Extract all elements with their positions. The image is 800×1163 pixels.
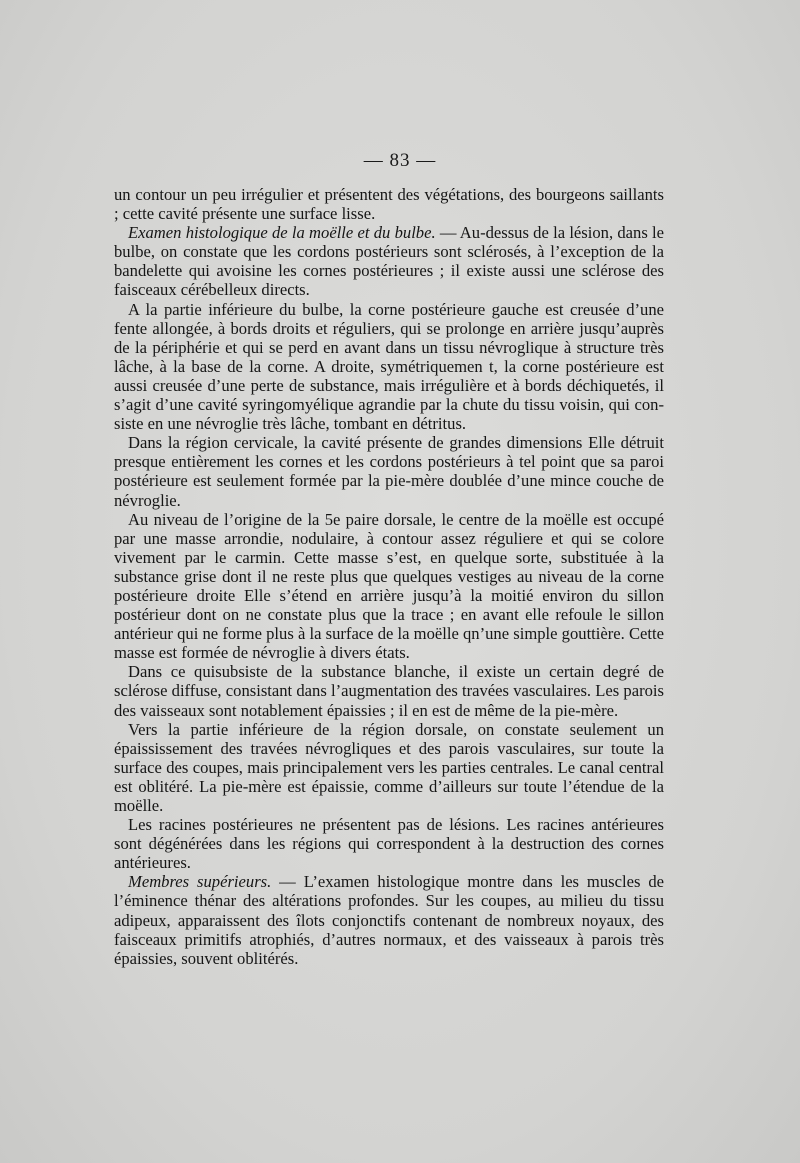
page-number: — 83 — (363, 150, 437, 171)
paragraph (114, 433, 664, 509)
paragraph (114, 720, 664, 815)
paragraph-text: un contour un peu irrégulier et présentent des végétations, des bourgeons saillants ; cette cavité présente une surface lisse. (114, 185, 664, 224)
paragraph-text: A la partie inférieure du bulbe, la corne postérieure gauche est creusée d’une fente allongée, à bords droits et réguliers, qui se prolonge en arrière jusqu’auprès de la périphérie et qui se perd en avant dans un tissu névroglique à structure très lâche, à la base de la corne. A droite, symétriquemen t, la corne postérieure est aussi creusée d’une perte de substance, mais irrégulière et à bords déchiquetés, il s’agit d’une cavité syringomyélique agrandie par la chute du tissu voisin, qui consiste en une névroglie très lâche, tombant en détritus. (114, 299, 664, 434)
paragraph (114, 510, 664, 663)
paragraph-text: Au niveau de l’origine de la 5e paire dorsale, le centre de la moëlle est occupé par une masse arrondie, nodulaire, à contour assez réguliere et qui se colore vivement par le carmin. Cette masse s’est, en quelque sorte, substituée à la substance grise dont il ne reste plus que quelques vestiges au niveau de la corne postérieure droite Elle s’étend en arrière jusqu’à la moitié environ du sillon postérieur dont on ne constate plus que la trace ; en avant elle refoule le sillon antérieur qui ne forme plus à la surface de la moëlle qn’une simple gouttière. Cette masse est formée de névroglie à divers états. (114, 509, 664, 663)
section-heading: Examen histologique de la moëlle et du bulbe. (128, 223, 436, 243)
body-text (114, 185, 664, 968)
paragraph (114, 223, 664, 299)
paragraph-text: — L’examen histologique montre dans les muscles de l’éminence thénar des altérations profondes. Sur les coupes, au milieu du tissu adipeux, apparaissent des îlots conjonctifs contenant de nombreux noyaux, des faisceaux primitifs atrophiés, d’autres normaux, et des vaisseaux à parois très épaissies, souvent oblitérés. (114, 872, 664, 968)
paragraph (114, 185, 664, 223)
paragraph-text: Vers la partie inférieure de la région dorsale, on constate seulement un épaississement des travées névrogliques et des parois vasculaires, sur toute la surface des coupes, mais principalement vers les parties centrales. Le canal central est oblitéré. La pie-mère est épaissie, comme d’ailleurs sur toute l’étendue de la moëlle. (114, 719, 664, 815)
paragraph (114, 300, 664, 434)
paragraph-text: Dans ce quisubsiste de la substance blanche, il existe un certain degré de sclérose diffuse, consistant dans l’augmentation des travées vasculaires. Les parois des vaisseaux sont notablement épaissies ; il en est de même de la pie-mère. (114, 662, 664, 720)
paragraph (114, 872, 664, 967)
paragraph (114, 815, 664, 872)
paragraph-text: Dans la région cervicale, la cavité présente de grandes dimensions Elle détruit presque entièrement les cornes et les cordons postérieurs à tel point que sa paroi postérieure est seulement formée par la pie-mère doublée d’une mince couche de névroglie. (114, 433, 664, 510)
paragraph (114, 662, 664, 719)
paragraph-text: — Au-dessus de la lésion, dans le bulbe, on constate que les cordons postérieurs sont sclérosés, à l’exception de la bandelette qui avoisine les cornes postérieures ; il existe aussi une sclérose des faisceaux cérébelleux directs. (114, 223, 664, 300)
paragraph-text: Les racines postérieures ne présentent pas de lésions. Les racines antérieures sont dégénérées dans les régions qui correspondent à la destruction des cornes antérieures. (114, 815, 664, 873)
section-heading: Membres supérieurs. (128, 872, 272, 892)
